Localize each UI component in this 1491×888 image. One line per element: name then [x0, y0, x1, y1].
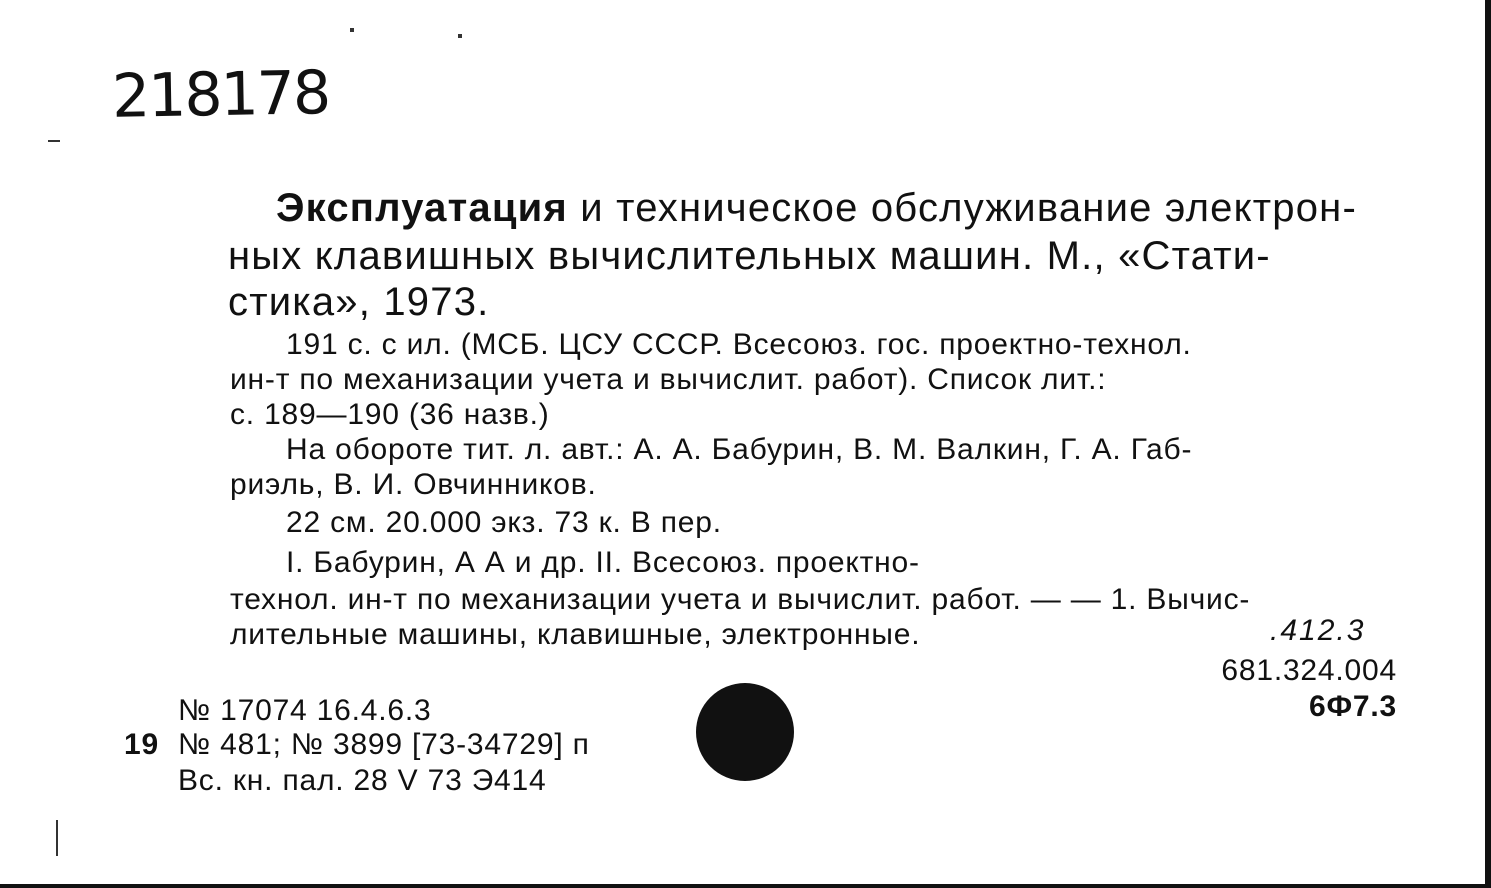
- punch-hole: [696, 683, 794, 781]
- note-line-4: На обороте тит. л. авт.: А. А. Бабурин, В. М. Валкин, Г. А. Габ-: [286, 433, 1193, 466]
- note-line-2: ин-т по механизации учета и вычислит. работ). Список лит.:: [230, 363, 1107, 396]
- imprint-line-1: № 17074 16.4.6.3: [178, 694, 432, 727]
- title-line-2: ных клавишных вычислительных машин. М., «Стати-: [228, 234, 1271, 278]
- title-bold: Эксплуатация: [276, 186, 568, 230]
- note-line-9: лительные машины, клавишные, электронные.: [230, 618, 921, 651]
- speck: [458, 34, 462, 38]
- note-line-1: 191 с. с ил. (МСБ. ЦСУ СССР. Всесоюз. гос. проектно-технол.: [286, 328, 1192, 361]
- title-line-1: [276, 186, 1357, 231]
- speck: [56, 820, 58, 856]
- imprint-prefix: 19: [124, 728, 159, 761]
- title-line-3: стика», 1973.: [228, 280, 490, 324]
- speck: [48, 140, 60, 142]
- note-line-8: технол. ин-т по механизации учета и вычислит. работ. — — 1. Вычис-: [230, 583, 1251, 616]
- speck: [350, 28, 354, 32]
- note-line-5: риэль, В. И. Овчинников.: [230, 468, 597, 501]
- handwritten-number: 218178: [111, 58, 330, 132]
- note-line-3: с. 189—190 (36 назв.): [230, 398, 550, 431]
- imprint-line-2: № 481; № 3899 [73-34729] п: [178, 728, 590, 761]
- imprint-line-3: Вс. кн. пал. 28 V 73 Э414: [178, 764, 547, 797]
- note-line-6: 22 см. 20.000 экз. 73 к. В пер.: [286, 506, 722, 539]
- note-line-7: I. Бабурин, А А и др. II. Всесоюз. проектно-: [286, 546, 920, 579]
- title-text-1: и техническое обслуживание электрон-: [567, 186, 1357, 230]
- handwritten-code: .412.3: [1270, 614, 1366, 647]
- udc-index: 681.324.004: [1221, 654, 1397, 687]
- bbk-index: 6Ф7.3: [1309, 690, 1397, 723]
